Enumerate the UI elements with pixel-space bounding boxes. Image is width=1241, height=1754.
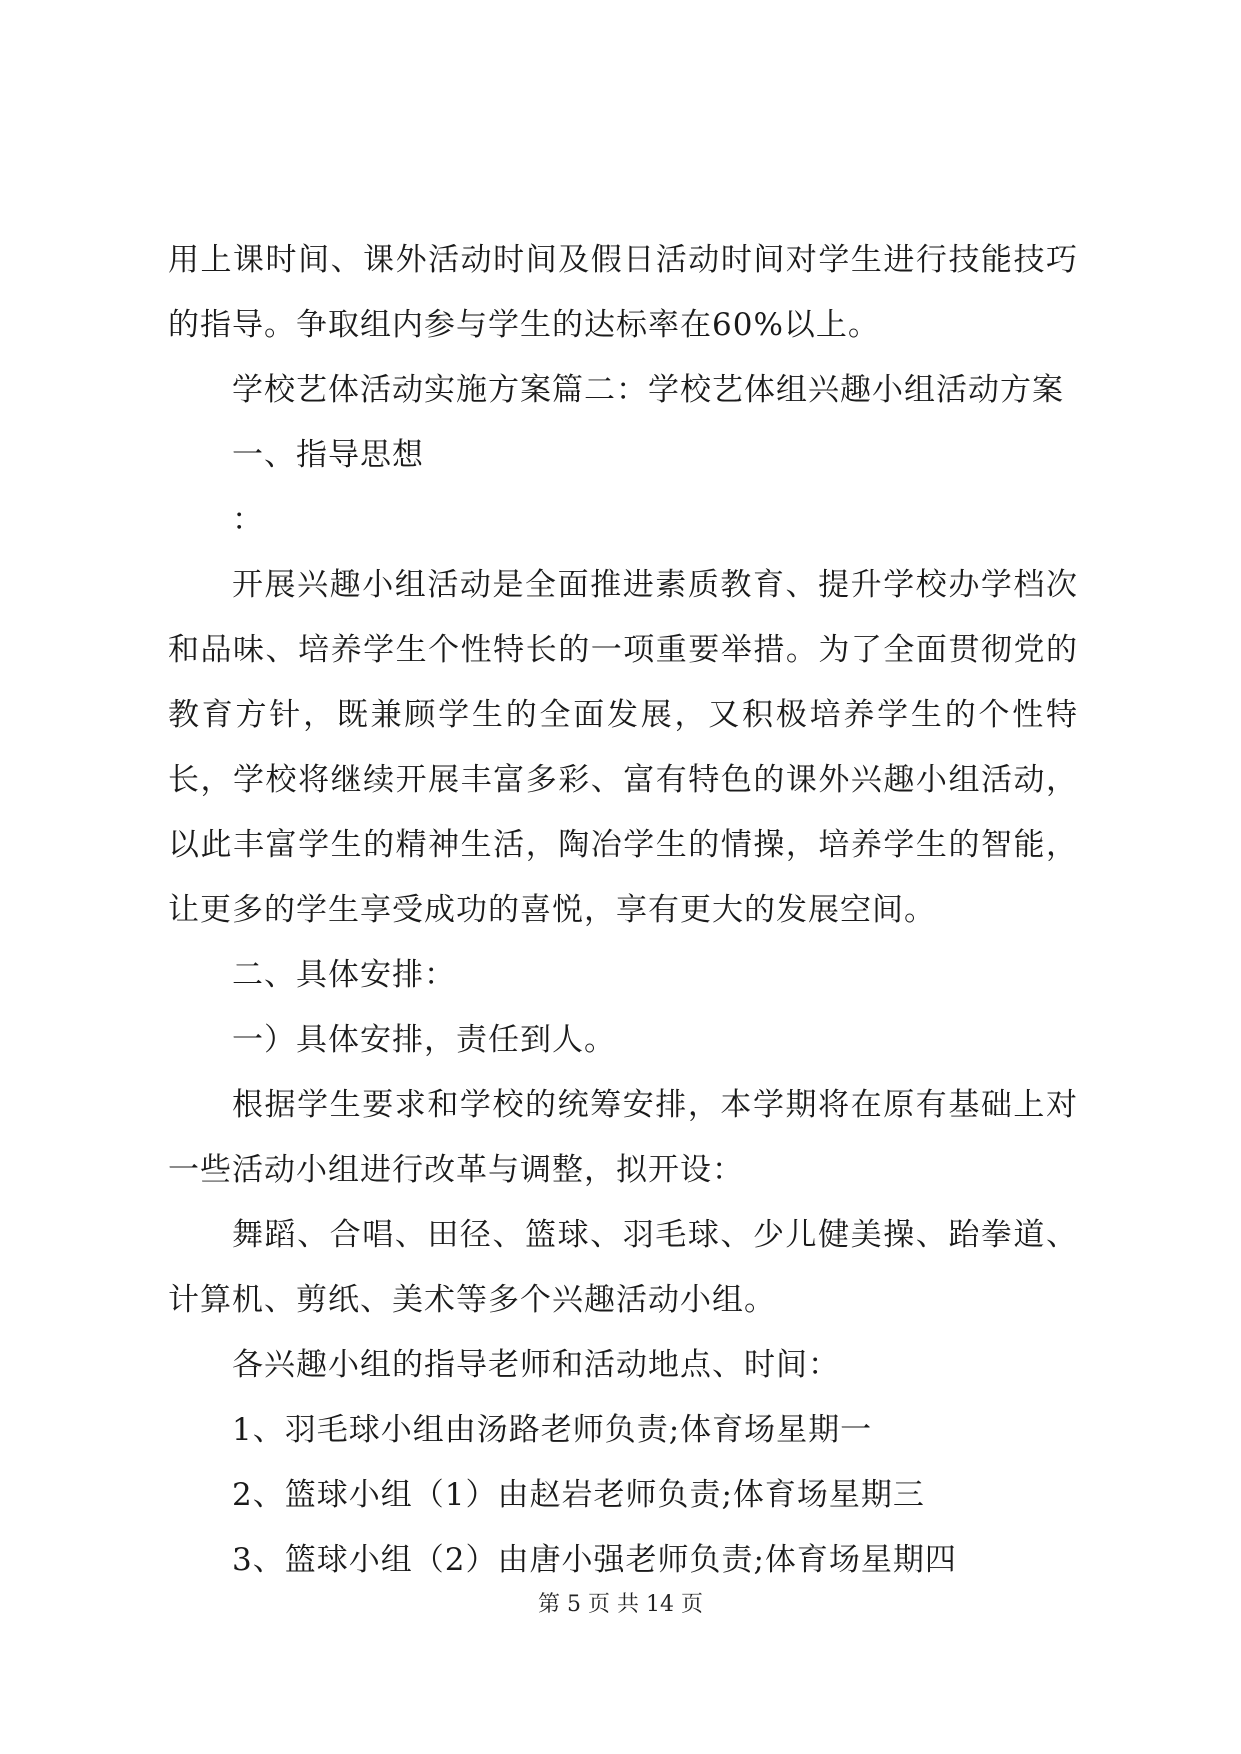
- page-footer: [0, 1587, 1241, 1618]
- page-number: 第 5 页 共 14 页: [538, 1592, 703, 1617]
- document-body: [168, 228, 1078, 1593]
- list-item: 2、篮球小组（1）由赵岩老师负责;体育场星期三: [232, 1477, 925, 1513]
- paragraph: ：: [232, 502, 264, 538]
- paragraph: 开展兴趣小组活动是全面推进素质教育、提升学校办学档次和品味、培养学生个性特长的一项重要举措。为了全面贯彻党的教育方针，既兼顾学生的全面发展，又积极培养学生的个性特长，学校将继续开展丰富多彩、富有特色的课外兴趣小组活动，以此丰富学生的精神生活，陶冶学生的情操，培养学生的智能，让更多的学生享受成功的喜悦，享有更大的发展空间。: [168, 567, 1078, 928]
- paragraph: 用上课时间、课外活动时间及假日活动时间对学生进行技能技巧的指导。争取组内参与学生的达标率在60%以上。: [168, 242, 1078, 343]
- paragraph: 舞蹈、合唱、田径、篮球、羽毛球、少儿健美操、跆拳道、计算机、剪纸、美术等多个兴趣活动小组。: [168, 1217, 1078, 1318]
- section-title: 学校艺体活动实施方案篇二：学校艺体组兴趣小组活动方案: [232, 372, 1064, 408]
- heading-guiding-ideology: 一、指导思想: [232, 437, 424, 473]
- subheading: 一）具体安排，责任到人。: [232, 1022, 616, 1058]
- heading-specific-arrangements: 二、具体安排：: [232, 957, 456, 993]
- list-item: 3、篮球小组（2）由唐小强老师负责;体育场星期四: [232, 1542, 957, 1578]
- paragraph: 根据学生要求和学校的统筹安排，本学期将在原有基础上对一些活动小组进行改革与调整，拟开设：: [168, 1087, 1078, 1188]
- paragraph: 各兴趣小组的指导老师和活动地点、时间：: [232, 1347, 840, 1383]
- list-item: 1、羽毛球小组由汤路老师负责;体育场星期一: [232, 1412, 873, 1448]
